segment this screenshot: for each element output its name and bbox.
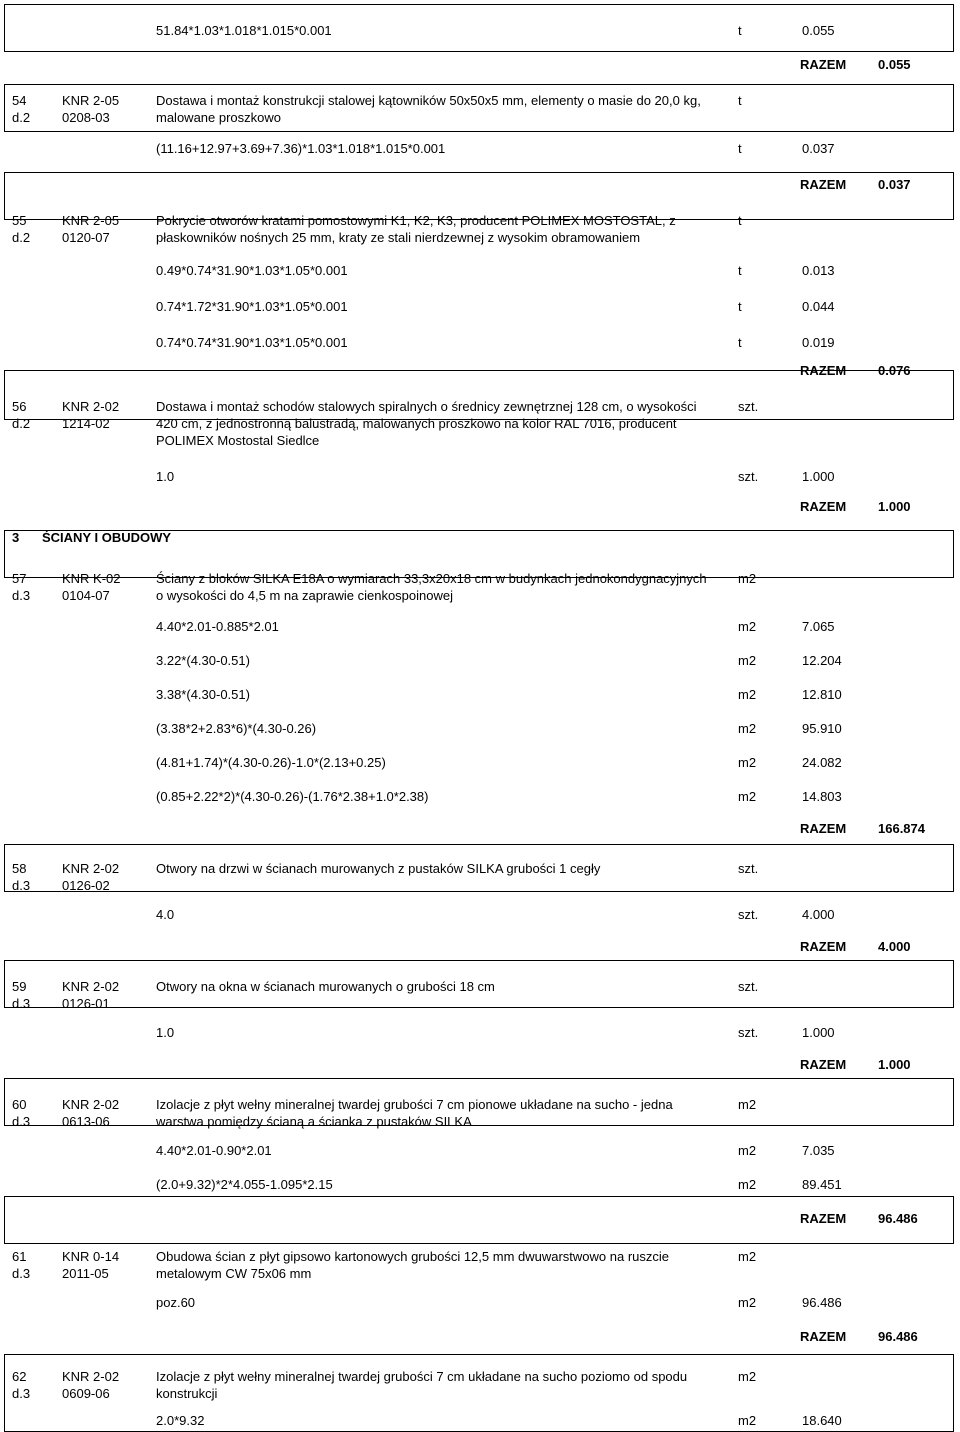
item-description: Izolacje z płyt wełny mineralnej twardej grubości 7 cm układane na sucho poziomo od spodu konstrukcji [156, 1369, 688, 1401]
item-number: 61 [12, 1249, 27, 1264]
section-number: 3 [12, 530, 20, 545]
total-value: 96.486 [878, 1211, 918, 1226]
total-label: RAZEM [800, 1329, 847, 1344]
measurement-unit: m2 [738, 1295, 757, 1310]
item-number: 60 [12, 1097, 27, 1112]
catalog-code: KNR K-02 [62, 571, 121, 586]
measurement-formula: (3.38*2+2.83*6)*(4.30-0.26) [156, 721, 317, 736]
measurement-value: 24.082 [802, 755, 842, 770]
measurement-unit: m2 [738, 1143, 757, 1158]
measurement-formula: 0.74*1.72*31.90*1.03*1.05*0.001 [156, 299, 348, 314]
measurement-unit: m2 [738, 619, 757, 634]
item-unit: m2 [738, 1097, 757, 1112]
measurement-unit: m2 [738, 1177, 757, 1192]
measurement-unit: szt. [738, 1025, 759, 1040]
measurement-formula: (4.81+1.74)*(4.30-0.26)-1.0*(2.13+0.25) [156, 755, 386, 770]
total-label: RAZEM [800, 177, 847, 192]
item-sub: d.3 [12, 1266, 31, 1281]
item-description: Dostawa i montaż schodów stalowych spiralnych o średnicy zewnętrznej 128 cm, o wysokości 420 cm, z jednostronną balustradą, malowanych proszkowo na kolor RAL 7016, producent POLIMEX Mostostal Siedlce [156, 399, 697, 448]
item-description: Otwory na drzwi w ścianach murowanych z pustaków SILKA grubości 1 cegły [156, 861, 601, 876]
item-sub: d.3 [12, 1114, 31, 1129]
total-value: 0.037 [878, 177, 911, 192]
item-description: Ściany z bloków SILKA E18A o wymiarach 33,3x20x18 cm w budynkach jednokondygnacyjnych o wysokości do 4,5 m na zaprawie cienkospoinowej [156, 571, 707, 603]
total-label: RAZEM [800, 57, 847, 72]
measurement-formula: 1.0 [156, 469, 175, 484]
total-label: RAZEM [800, 363, 847, 378]
item-unit: t [738, 213, 742, 228]
item-description: Dostawa i montaż konstrukcji stalowej kątowników 50x50x5 mm, elementy o masie do 20,0 kg, malowane proszkowo [156, 93, 701, 125]
item-description: Obudowa ścian z płyt gipsowo kartonowych grubości 12,5 mm dwuwarstwowo na ruszcie metalowym CW 75x06 mm [156, 1249, 670, 1281]
measurement-value: 12.810 [802, 687, 842, 702]
measurement-formula: 4.40*2.01-0.90*2.01 [156, 1143, 272, 1158]
total-label: RAZEM [800, 1057, 847, 1072]
item-number: 62 [12, 1369, 27, 1384]
total-label: RAZEM [800, 1211, 847, 1226]
section-title: ŚCIANY I OBUDOWY [42, 530, 172, 545]
measurement-value: 12.204 [802, 653, 842, 668]
item-number: 55 [12, 213, 27, 228]
measurement-unit: t [738, 299, 742, 314]
measurement-formula: 51.84*1.03*1.018*1.015*0.001 [156, 23, 332, 38]
catalog-code: KNR 2-02 [62, 1369, 120, 1384]
measurement-value: 1.000 [802, 469, 835, 484]
measurement-value: 7.035 [802, 1143, 835, 1158]
item-description: Pokrycie otworów kratami pomostowymi K1, K2, K3, producent POLIMEX MOSTOSTAL, z płaskowników nośnych 25 mm, kraty ze stali nierdzewnej z wysokim obramowaniem [156, 213, 676, 245]
measurement-unit: m2 [738, 789, 757, 804]
item-number: 54 [12, 93, 27, 108]
total-value: 4.000 [878, 939, 911, 954]
measurement-value: 0.037 [802, 141, 835, 156]
measurement-value: 14.803 [802, 789, 842, 804]
item-number: 57 [12, 571, 27, 586]
total-label: RAZEM [800, 939, 847, 954]
item-unit: m2 [738, 571, 757, 586]
item-sub: d.2 [12, 110, 31, 125]
item-number: 59 [12, 979, 27, 994]
item-unit: m2 [738, 1249, 757, 1264]
total-value: 1.000 [878, 499, 911, 514]
measurement-unit: t [738, 263, 742, 278]
total-value: 166.874 [878, 821, 925, 836]
total-label: RAZEM [800, 821, 847, 836]
measurement-formula: poz.60 [156, 1295, 196, 1310]
item-description: Izolacje z płyt wełny mineralnej twardej grubości 7 cm pionowe układane na sucho - jedna warstwa pomiędzy ścianą a ścianka z pustaków SILKA [156, 1097, 673, 1129]
item-number: 58 [12, 861, 27, 876]
catalog-code: KNR 2-02 [62, 399, 120, 414]
measurement-value: 7.065 [802, 619, 835, 634]
measurement-unit: m2 [738, 1413, 757, 1428]
catalog-subcode: 0613-06 [62, 1114, 110, 1129]
item-sub: d.3 [12, 1386, 31, 1401]
item-row [4, 1196, 954, 1244]
catalog-subcode: 0126-02 [62, 878, 110, 893]
item-number: 56 [12, 399, 27, 414]
measurement-unit: t [738, 335, 742, 350]
measurement-value: 1.000 [802, 1025, 835, 1040]
catalog-subcode: 0126-01 [62, 996, 110, 1011]
measurement-unit: szt. [738, 907, 759, 922]
item-unit: t [738, 93, 742, 108]
catalog-code: KNR 0-14 [62, 1249, 120, 1264]
measurement-formula: 2.0*9.32 [156, 1413, 205, 1428]
measurement-value: 0.013 [802, 263, 835, 278]
item-unit: szt. [738, 861, 759, 876]
measurement-formula: 0.74*0.74*31.90*1.03*1.05*0.001 [156, 335, 348, 350]
measurement-unit: m2 [738, 755, 757, 770]
catalog-code: KNR 2-02 [62, 861, 120, 876]
measurement-formula: 1.0 [156, 1025, 175, 1040]
total-label: RAZEM [800, 499, 847, 514]
measurement-value: 96.486 [802, 1295, 842, 1310]
catalog-code: KNR 2-05 [62, 213, 120, 228]
catalog-subcode: 1214-02 [62, 416, 110, 431]
catalog-subcode: 0104-07 [62, 588, 110, 603]
measurement-formula: 3.38*(4.30-0.51) [156, 687, 250, 702]
catalog-code: KNR 2-02 [62, 1097, 120, 1112]
measurement-formula: (2.0+9.32)*2*4.055-1.095*2.15 [156, 1177, 333, 1192]
catalog-code: KNR 2-02 [62, 979, 120, 994]
item-sub: d.3 [12, 878, 31, 893]
catalog-code: KNR 2-05 [62, 93, 120, 108]
total-value: 96.486 [878, 1329, 918, 1344]
measurement-value: 89.451 [802, 1177, 842, 1192]
catalog-subcode: 2011-05 [62, 1266, 109, 1281]
item-description: Otwory na okna w ścianach murowanych o grubości 18 cm [156, 979, 495, 994]
total-value: 0.076 [878, 363, 911, 378]
measurement-unit: m2 [738, 687, 757, 702]
measurement-value: 18.640 [802, 1413, 842, 1428]
item-sub: d.3 [12, 588, 31, 603]
total-value: 0.055 [878, 57, 911, 72]
measurement-unit: t [738, 23, 742, 38]
measurement-value: 0.019 [802, 335, 835, 350]
item-unit: szt. [738, 979, 759, 994]
item-sub: d.2 [12, 230, 31, 245]
measurement-formula: (11.16+12.97+3.69+7.36)*1.03*1.018*1.015*0.001 [156, 141, 446, 156]
measurement-unit: szt. [738, 469, 759, 484]
measurement-value: 0.055 [802, 23, 835, 38]
item-unit: m2 [738, 1369, 757, 1384]
catalog-subcode: 0120-07 [62, 230, 110, 245]
item-unit: szt. [738, 399, 759, 414]
measurement-formula: 3.22*(4.30-0.51) [156, 653, 250, 668]
measurement-formula: (0.85+2.22*2)*(4.30-0.26)-(1.76*2.38+1.0*2.38) [156, 789, 429, 804]
catalog-subcode: 0208-03 [62, 110, 110, 125]
measurement-unit: m2 [738, 721, 757, 736]
measurement-value: 95.910 [802, 721, 842, 736]
measurement-formula: 4.0 [156, 907, 175, 922]
measurement-value: 0.044 [802, 299, 835, 314]
measurement-unit: m2 [738, 653, 757, 668]
measurement-value: 4.000 [802, 907, 835, 922]
item-sub: d.3 [12, 996, 31, 1011]
catalog-subcode: 0609-06 [62, 1386, 110, 1401]
measurement-formula: 0.49*0.74*31.90*1.03*1.05*0.001 [156, 263, 348, 278]
measurement-formula: 4.40*2.01-0.885*2.01 [156, 619, 279, 634]
measurement-unit: t [738, 141, 742, 156]
item-sub: d.2 [12, 416, 31, 431]
total-value: 1.000 [878, 1057, 911, 1072]
